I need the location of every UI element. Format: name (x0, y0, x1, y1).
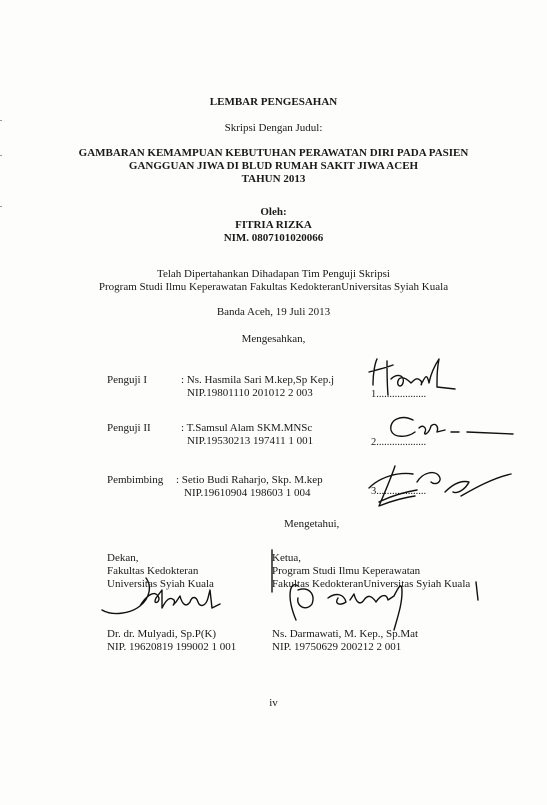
examiner-name: : T.Samsul Alam SKM.MNSc (181, 422, 313, 434)
thesis-label: Skripsi Dengan Judul: (224, 122, 323, 134)
chair-nip: NIP. 19750629 200212 2 001 (272, 641, 402, 653)
page-number: iv (269, 697, 278, 709)
by-label: Oleh: (260, 206, 287, 218)
examiner-nip: NIP.19530213 197411 1 001 (187, 435, 314, 447)
signature-chair (262, 540, 452, 640)
supervisor-role: Pembimbing (107, 474, 164, 486)
chair-name: Ns. Darmawati, M. Kep., Sp.Mat (272, 628, 419, 640)
examiner-nip: NIP.19801110 201012 2 003 (187, 387, 313, 399)
thesis-title-line-3: TAHUN 2013 (241, 173, 306, 185)
chair-program: Program Studi Ilmu Keperawatan (272, 565, 421, 577)
chair-title: Ketua, (272, 552, 302, 564)
examiner-role: Penguji II (107, 422, 151, 434)
dean-university: Universitas Syiah Kuala (107, 578, 214, 590)
examiner-name: : Ns. Hasmila Sari M.kep,Sp Kep.j (181, 374, 335, 386)
signature-supervisor (365, 462, 515, 510)
thesis-title-line-1: GAMBARAN KEMAMPUAN KEBUTUHAN PERAWATAN DIRI PADA PASIEN (78, 147, 469, 159)
supervisor-nip: NIP.19610904 198603 1 004 (184, 487, 311, 499)
author-nim: NIM. 0807101020066 (223, 232, 324, 244)
supervisor-name: : Setio Budi Raharjo, Skp. M.kep (176, 474, 323, 486)
examiner-role: Penguji I (107, 374, 148, 386)
scan-edge-mark (0, 120, 2, 121)
signature-examiner-2 (385, 412, 515, 452)
thesis-title-line-2: GANGGUAN JIWA DI BLUD RUMAH SAKIT JIWA ACEH (128, 160, 419, 172)
signature-line: 2................... (371, 437, 427, 448)
chair-faculty-university: Fakultas KedokteranUniversitas Syiah Kuala (272, 578, 471, 590)
signature-dean (96, 566, 256, 626)
dean-faculty: Fakultas Kedokteran (107, 565, 199, 577)
place-date: Banda Aceh, 19 Juli 2013 (216, 306, 331, 318)
dean-name: Dr. dr. Mulyadi, Sp.P(K) (107, 628, 217, 640)
approval-label: Mengesahkan, (241, 333, 306, 345)
page-title: LEMBAR PENGESAHAN (209, 96, 338, 108)
dean-title: Dekan, (107, 552, 139, 564)
defense-line-2: Program Studi Ilmu Keperawatan Fakultas KedokteranUniversitas Syiah Kuala (98, 281, 449, 293)
author-name: FITRIA RIZKA (235, 219, 312, 231)
signature-line: 1................... (371, 389, 427, 400)
signature-examiner-1 (365, 355, 455, 403)
signature-line: 3................... (371, 486, 427, 497)
acknowledged-label: Mengetahui, (284, 518, 340, 530)
defense-line-1: Telah Dipertahankan Dihadapan Tim Penguji Skripsi (157, 268, 390, 280)
dean-nip: NIP. 19620819 199002 1 001 (107, 641, 237, 653)
